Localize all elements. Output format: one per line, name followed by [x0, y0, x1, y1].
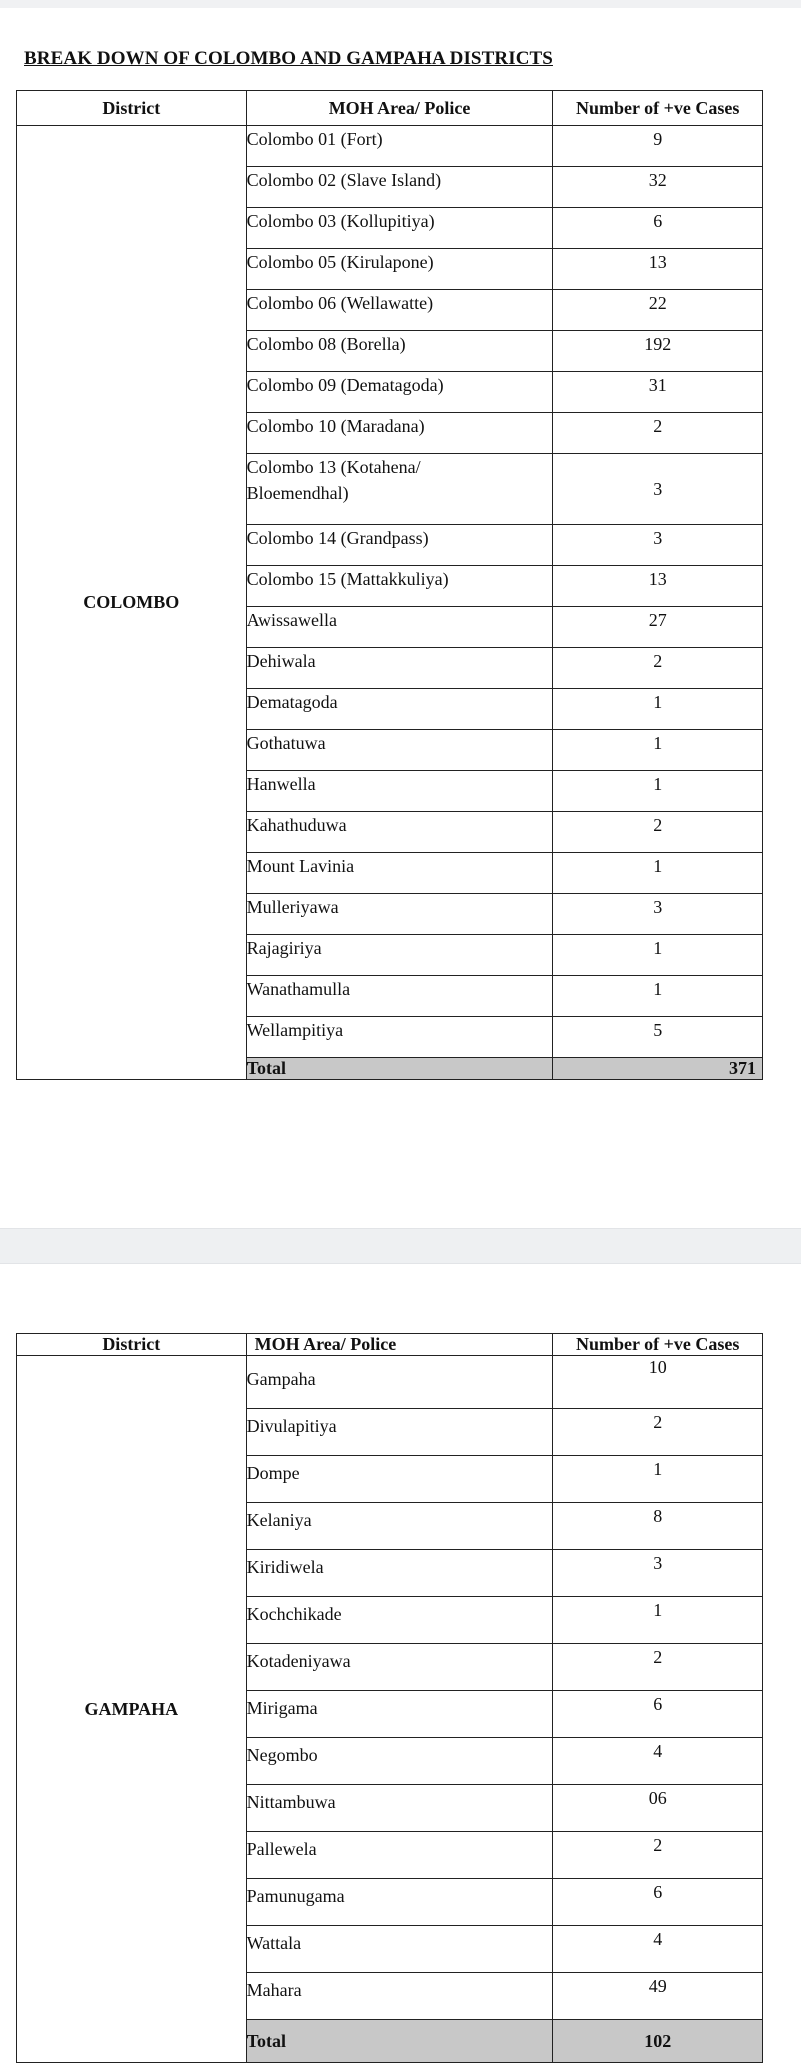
case-count-cell: 10: [553, 1356, 763, 1409]
case-count-cell: 1: [553, 976, 763, 1017]
case-count-cell: 49: [553, 1973, 763, 2020]
moh-area-cell: Colombo 10 (Maradana): [246, 413, 553, 454]
moh-area-cell: [246, 454, 553, 525]
moh-area-cell: Mirigama: [246, 1691, 553, 1738]
cases-header: Number of +ve Cases: [553, 91, 763, 126]
table-header-row: [17, 91, 763, 126]
case-count-cell: 2: [553, 812, 763, 853]
moh-area-cell: Negombo: [246, 1738, 553, 1785]
page-separator: [0, 1228, 801, 1264]
case-count-cell: 2: [553, 413, 763, 454]
case-count-cell: 2: [553, 1832, 763, 1879]
table-row: [17, 1356, 763, 1409]
case-count-cell: 1: [553, 771, 763, 812]
table-header-row: [17, 1334, 763, 1356]
case-count-cell: 31: [553, 372, 763, 413]
district-header: District: [17, 91, 247, 126]
moh-area-cell: Colombo 05 (Kirulapone): [246, 249, 553, 290]
moh-area-cell: Kelaniya: [246, 1503, 553, 1550]
case-count-cell: 2: [553, 1644, 763, 1691]
case-count-cell: 22: [553, 290, 763, 331]
moh-area-cell: Kiridiwela: [246, 1550, 553, 1597]
viewer-top-strip: [0, 0, 801, 8]
moh-area-cell: Colombo 01 (Fort): [246, 126, 553, 167]
moh-area-cell: Mulleriyawa: [246, 894, 553, 935]
moh-area-cell: Colombo 02 (Slave Island): [246, 167, 553, 208]
moh-area-cell: Dematagoda: [246, 689, 553, 730]
moh-area-cell: Colombo 03 (Kollupitiya): [246, 208, 553, 249]
gampaha-cases-table: [16, 1333, 763, 2063]
case-count-cell: 3: [553, 525, 763, 566]
moh-area-cell: Colombo 15 (Mattakkuliya): [246, 566, 553, 607]
case-count-cell: 2: [553, 648, 763, 689]
document-heading: BREAK DOWN OF COLOMBO AND GAMPAHA DISTRICTS: [24, 48, 553, 69]
total-label: Total: [246, 2020, 553, 2063]
moh-area-cell: Dehiwala: [246, 648, 553, 689]
district-cell-colombo: COLOMBO: [17, 126, 247, 1080]
moh-area-cell: Colombo 08 (Borella): [246, 331, 553, 372]
moh-area-cell: Colombo 09 (Dematagoda): [246, 372, 553, 413]
case-count-cell: 32: [553, 167, 763, 208]
moh-area-cell: Wellampitiya: [246, 1017, 553, 1058]
moh-area-line: Colombo 13 (Kotahena/: [246, 457, 421, 477]
moh-area-cell: Kahathuduwa: [246, 812, 553, 853]
moh-area-cell: Pallewela: [246, 1832, 553, 1879]
moh-area-header: MOH Area/ Police: [246, 91, 553, 126]
total-label: Total: [246, 1058, 553, 1080]
case-count-cell: 6: [553, 1879, 763, 1926]
moh-area-cell: Rajagiriya: [246, 935, 553, 976]
moh-area-cell: Kotadeniyawa: [246, 1644, 553, 1691]
case-count-cell: 4: [553, 1926, 763, 1973]
moh-area-cell: Pamunugama: [246, 1879, 553, 1926]
table-row: [17, 126, 763, 167]
case-count-cell: 1: [553, 730, 763, 771]
case-count-cell: 5: [553, 1017, 763, 1058]
moh-area-cell: Wattala: [246, 1926, 553, 1973]
district-cell-gampaha: GAMPAHA: [17, 1356, 247, 2063]
moh-area-line: Bloemendhal): [246, 483, 349, 503]
moh-area-cell: Mahara: [246, 1973, 553, 2020]
moh-area-cell: Hanwella: [246, 771, 553, 812]
case-count-cell: 1: [553, 1597, 763, 1644]
moh-area-header: MOH Area/ Police: [246, 1334, 553, 1356]
moh-area-cell: Dompe: [246, 1456, 553, 1503]
case-count-cell: 1: [553, 853, 763, 894]
case-count-cell: 192: [553, 331, 763, 372]
case-count-cell: 13: [553, 249, 763, 290]
moh-area-cell: Mount Lavinia: [246, 853, 553, 894]
case-count-cell: 1: [553, 689, 763, 730]
total-value: 371: [553, 1058, 763, 1080]
moh-area-cell: Gampaha: [246, 1356, 553, 1409]
case-count-cell: 13: [553, 566, 763, 607]
case-count-cell: 1: [553, 935, 763, 976]
moh-area-cell: Divulapitiya: [246, 1409, 553, 1456]
case-count-cell: 27: [553, 607, 763, 648]
case-count-cell: 2: [553, 1409, 763, 1456]
case-count-cell: 9: [553, 126, 763, 167]
moh-area-cell: Nittambuwa: [246, 1785, 553, 1832]
moh-area-cell: Gothatuwa: [246, 730, 553, 771]
total-value: 102: [553, 2020, 763, 2063]
case-count-cell: 3: [553, 1550, 763, 1597]
case-count-cell: 8: [553, 1503, 763, 1550]
case-count-cell: 6: [553, 1691, 763, 1738]
case-count-cell: 06: [553, 1785, 763, 1832]
moh-area-cell: Wanathamulla: [246, 976, 553, 1017]
moh-area-cell: Awissawella: [246, 607, 553, 648]
colombo-cases-table: [16, 90, 763, 1080]
moh-area-cell: Kochchikade: [246, 1597, 553, 1644]
case-count-cell: 6: [553, 208, 763, 249]
moh-area-cell: Colombo 06 (Wellawatte): [246, 290, 553, 331]
cases-header: Number of +ve Cases: [553, 1334, 763, 1356]
case-count-cell: 4: [553, 1738, 763, 1785]
case-count-cell: 1: [553, 1456, 763, 1503]
case-count-cell: 3: [553, 454, 763, 525]
case-count-cell: 3: [553, 894, 763, 935]
moh-area-cell: Colombo 14 (Grandpass): [246, 525, 553, 566]
district-header: District: [17, 1334, 247, 1356]
